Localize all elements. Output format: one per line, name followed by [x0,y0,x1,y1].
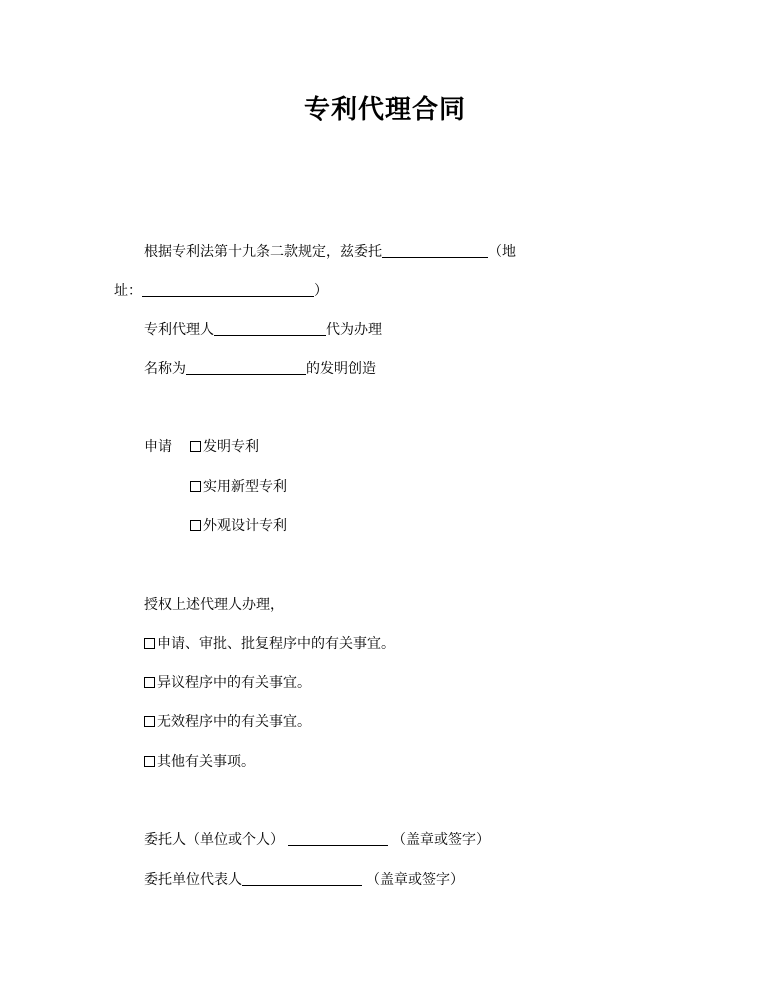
document-title: 专利代理合同 [303,95,466,125]
apply-option-invention[interactable] [190,437,259,457]
principal-sign-blank[interactable] [288,831,388,846]
checkbox-icon[interactable] [144,716,155,727]
name-blank[interactable] [186,360,306,375]
apply-option-label: 外观设计专利 [203,518,287,534]
apply-label: 申请 [144,439,172,455]
checkbox-icon[interactable] [144,638,155,649]
name-line [144,359,376,379]
address-blank[interactable] [142,282,314,297]
authorize-intro: 授权上述代理人办理， [144,597,284,613]
checkbox-icon[interactable] [190,481,201,492]
intro-line [144,242,516,262]
agent-line [144,320,382,340]
agent-blank[interactable] [214,321,326,336]
authorize-item-opposition[interactable] [144,673,311,693]
authorize-item-label: 异议程序中的有关事宜。 [157,675,311,691]
name-suffix: 的发明创造 [306,361,376,377]
authorize-item-other[interactable] [144,752,255,772]
representative-sign-suffix: （盖章或签字） [366,872,464,888]
principal-sign-label: 委托人（单位或个人） [144,832,284,848]
agent-label: 专利代理人 [144,322,214,338]
representative-sign-line [144,870,464,890]
authorize-item-invalidation[interactable] [144,712,311,732]
authorize-item-label: 申请、审批、批复程序中的有关事宜。 [157,636,395,652]
authorize-item-label: 无效程序中的有关事宜。 [157,714,311,730]
principal-blank[interactable] [382,243,488,258]
apply-option-design[interactable] [190,516,287,536]
checkbox-icon[interactable] [144,677,155,688]
representative-sign-label: 委托单位代表人 [144,872,242,888]
checkbox-icon[interactable] [190,441,201,452]
checkbox-icon[interactable] [144,756,155,767]
name-label: 名称为 [144,361,186,377]
apply-option-utility[interactable] [190,477,287,497]
authorize-item-label: 其他有关事项。 [157,754,255,770]
principal-sign-line [144,830,490,850]
checkbox-icon[interactable] [190,520,201,531]
address-line [114,281,328,301]
authorize-item-application[interactable] [144,634,395,654]
address-close: ） [314,283,328,299]
apply-option-label: 发明专利 [203,439,259,455]
address-open: （地 [488,244,516,260]
intro-text: 根据专利法第十九条二款规定，兹委托 [144,244,382,260]
agent-suffix: 代为办理 [326,322,382,338]
representative-sign-blank[interactable] [242,871,362,886]
principal-sign-suffix: （盖章或签字） [392,832,490,848]
address-label: 址： [114,283,142,299]
apply-option-label: 实用新型专利 [203,479,287,495]
